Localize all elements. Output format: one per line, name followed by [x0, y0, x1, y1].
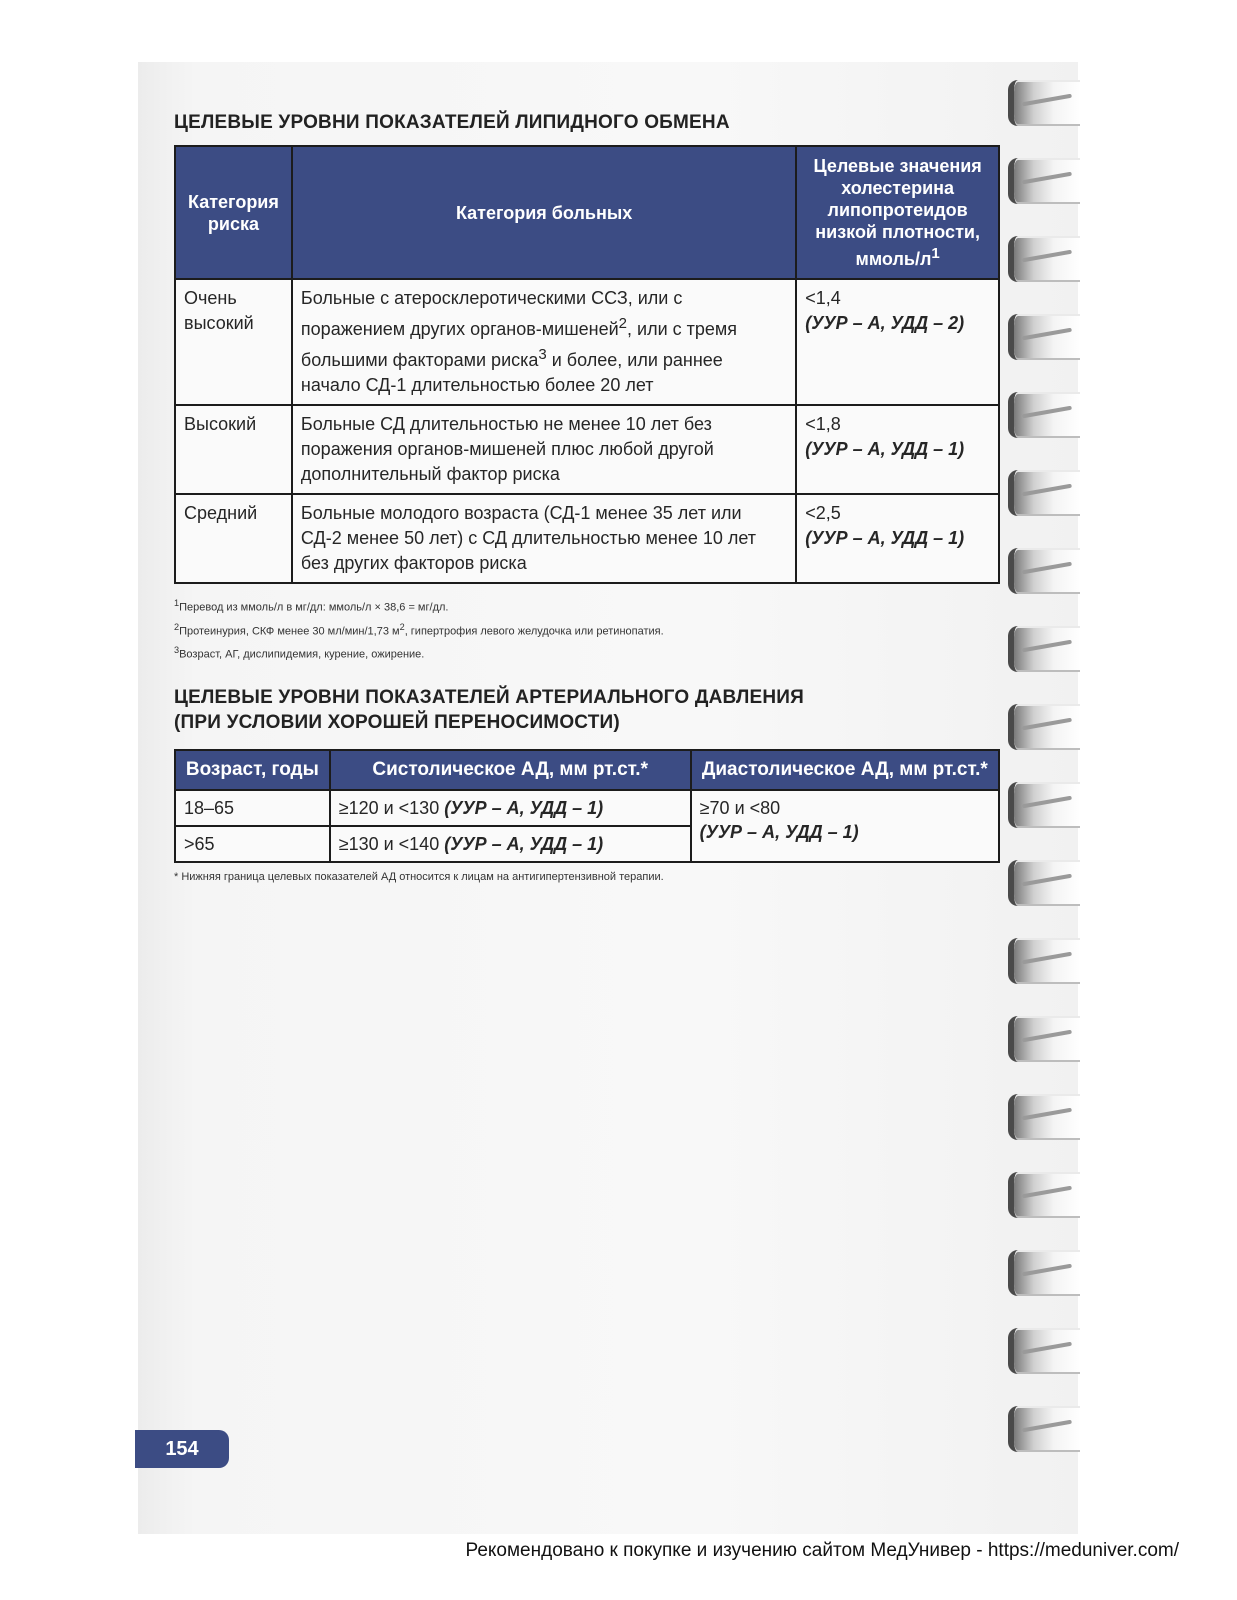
bp-title-line-1: ЦЕЛЕВЫЕ УРОВНИ ПОКАЗАТЕЛЕЙ АРТЕРИАЛЬНОГО ДАВЛЕНИЯ	[174, 686, 804, 708]
footnote-ref: 2	[618, 315, 628, 332]
recommendation-grade: (УУР – А, УДД – 2)	[805, 313, 965, 333]
table-header-row	[175, 146, 999, 279]
binding-ring-icon	[1008, 626, 1080, 672]
age-cell: 18–65	[175, 790, 330, 826]
table-row	[175, 279, 999, 405]
bp-footnote: * Нижняя граница целевых показателей АД относится к лицам на антигипертензивной терапии.	[174, 870, 664, 883]
header-patient-category: Категория больных	[292, 146, 796, 279]
recommendation-grade: (УУР – А, УДД – 1)	[444, 797, 604, 818]
recommendation-grade: (УУР – А, УДД – 1)	[805, 439, 965, 459]
binding-ring-icon	[1008, 1406, 1080, 1452]
recommendation-grade: (УУР – А, УДД – 1)	[699, 821, 859, 842]
binding-ring-icon	[1008, 314, 1080, 360]
footnote-2: $^2$Протеинурия, СКФ менее 30 мл/мин/1,73 $м^2$, гипертрофия левого желудочка или ретинопатия.	[174, 621, 664, 638]
header-ldl-target: Целевые значения холестерина липопротеидов низкой плотности, ммоль/$л^1$	[796, 146, 999, 279]
binding-ring-icon	[1008, 158, 1080, 204]
header-age: Возраст, годы	[175, 750, 330, 790]
target-cell	[796, 405, 999, 494]
binding-ring-icon	[1008, 1172, 1080, 1218]
age-cell: >65	[175, 826, 330, 862]
table-row	[175, 494, 999, 583]
binding-ring-icon	[1008, 80, 1080, 126]
patients-cell: Больные молодого возраста (СД-1 менее 35 лет или СД-2 менее 50 лет) с СД длительностью менее 10 лет без других факторов риска	[292, 494, 796, 583]
diastolic-cell	[691, 790, 999, 862]
table-row	[175, 405, 999, 494]
lipid-footnotes	[174, 594, 1004, 665]
risk-cell: Средний	[175, 494, 292, 583]
target-value: <1,4	[805, 288, 841, 308]
binding-ring-icon	[1008, 236, 1080, 282]
book-page	[138, 62, 1078, 1534]
diastolic-value: ≥70 и <80	[699, 797, 781, 818]
target-cell	[796, 279, 999, 405]
bp-targets-table	[174, 749, 1000, 863]
binding-ring-icon	[1008, 548, 1080, 594]
binding-ring-icon	[1008, 860, 1080, 906]
systolic-cell: ≥130 и <140 (УУР – А, УДД – 1)	[330, 826, 691, 862]
header-diastolic: Диастолическое АД, мм рт.ст.*	[691, 750, 999, 790]
risk-cell: Высокий	[175, 405, 292, 494]
footnote-ref: 3	[538, 346, 547, 363]
footnote-3: $^3$Возраст, АГ, дислипидемия, курение, ожирение.	[174, 645, 425, 661]
spiral-binding	[1008, 80, 1080, 1460]
binding-ring-icon	[1008, 782, 1080, 828]
binding-ring-icon	[1008, 1250, 1080, 1296]
target-value: <1,8	[805, 414, 841, 434]
target-cell	[796, 494, 999, 583]
risk-cell: Очень высокий	[175, 279, 292, 405]
binding-ring-icon	[1008, 392, 1080, 438]
recommendation-grade: (УУР – А, УДД – 1)	[444, 833, 604, 854]
bp-title-line-2: (ПРИ УСЛОВИИ ХОРОШЕЙ ПЕРЕНОСИМОСТИ)	[174, 711, 620, 733]
recommendation-grade: (УУР – А, УДД – 1)	[805, 528, 965, 548]
header-systolic: Систолическое АД, мм рт.ст.*	[330, 750, 691, 790]
binding-ring-icon	[1008, 1328, 1080, 1374]
binding-ring-icon	[1008, 704, 1080, 750]
binding-ring-icon	[1008, 470, 1080, 516]
header-risk-category: Категория риска	[175, 146, 292, 279]
patients-cell: Больные с атеросклеротическими ССЗ, или с поражением других органов-мишеней$^2$, или с тремя большими факторами риска$^3$ и более, или раннее начало СД-1 длительностью более 20 лет	[292, 279, 796, 405]
meduniver-watermark: Рекомендовано к покупке и изучению сайтом МедУнивер - https://meduniver.com/	[465, 1540, 1179, 1561]
bp-section-title	[174, 685, 1004, 735]
patients-cell: Больные СД длительностью не менее 10 лет без поражения органов-мишеней плюс любой другой дополнительный фактор риска	[292, 405, 796, 494]
footnote-1: $^1$Перевод из ммоль/л в мг/дл: ммоль/л × 38,6 = мг/дл.	[174, 598, 449, 614]
page-number-tab: 154	[135, 1430, 229, 1468]
footnote-ref: 1	[931, 245, 940, 262]
table-header-row	[175, 750, 999, 790]
page-content	[174, 110, 1004, 883]
lipid-targets-table	[174, 145, 1000, 584]
systolic-cell: ≥120 и <130 (УУР – А, УДД – 1)	[330, 790, 691, 826]
table-row	[175, 790, 999, 826]
binding-ring-icon	[1008, 938, 1080, 984]
binding-ring-icon	[1008, 1094, 1080, 1140]
binding-ring-icon	[1008, 1016, 1080, 1062]
target-value: <2,5	[805, 503, 841, 523]
lipid-section-title: ЦЕЛЕВЫЕ УРОВНИ ПОКАЗАТЕЛЕЙ ЛИПИДНОГО ОБМЕНА	[174, 112, 730, 133]
